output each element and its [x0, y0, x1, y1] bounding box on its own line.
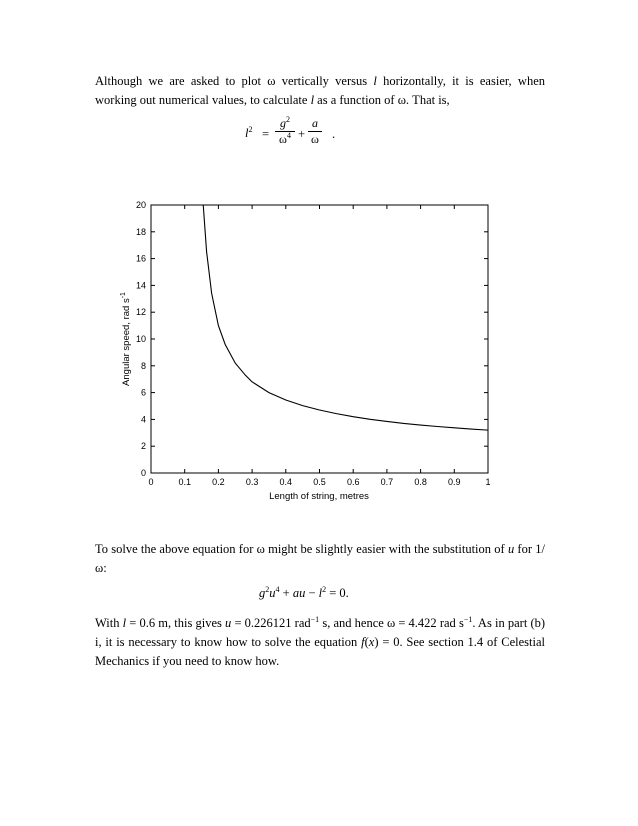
sub-text-1: To solve the above equation for ω might be slightly easier with the substitution of	[95, 542, 508, 556]
eq1-num2: a	[312, 116, 318, 130]
eq1-fraction-1	[275, 116, 295, 147]
eq1-period: .	[332, 127, 336, 141]
x-tick-label: 0.7	[380, 477, 394, 487]
intro-text-2: horizontally, it is easier, when working out numerical values, to calculate	[95, 74, 545, 107]
intro-paragraph	[95, 72, 545, 110]
res-text-3: = 0.226121 rad	[231, 616, 311, 630]
eq2-l-exp: 2	[322, 585, 327, 594]
res-exp-2: −1	[463, 615, 473, 624]
y-tick-label: 14	[135, 280, 146, 291]
plot-frame	[151, 205, 488, 473]
eq1-equals: =	[262, 127, 270, 141]
res-text-6: (	[364, 635, 369, 649]
eq1-plus: +	[298, 127, 306, 141]
eq1-den1-exp: 4	[286, 131, 291, 140]
res-text-7: ) = 0. See section 1.4 of Celestial Mechanics if you need to know how.	[95, 635, 545, 668]
y-tick-label: 0	[140, 468, 146, 478]
eq2-g: g	[259, 586, 266, 600]
x-tick-label: 0.2	[212, 477, 225, 487]
eq2-minus: −	[305, 586, 319, 600]
eq1-den2: ω	[311, 132, 319, 146]
res-text-5: . As in part (b) i, it is necessary to know how to solve the equation	[95, 616, 546, 649]
eq2-l: l	[318, 586, 323, 600]
eq1-num1: g	[280, 116, 286, 130]
y-tick-label: 4	[140, 414, 146, 425]
var-l: l	[373, 74, 377, 88]
eq2-g-exp: 2	[265, 585, 270, 594]
x-tick-label: 0.5	[313, 477, 326, 487]
data-curve	[203, 205, 488, 430]
y-tick-label: 2	[140, 441, 146, 452]
var-u: u	[507, 542, 515, 556]
eq1-den1: ω	[279, 132, 287, 146]
equation-quartic	[259, 586, 349, 601]
y-tick-label: 18	[135, 226, 146, 237]
res-text-2: = 0.6 m, this gives	[126, 616, 226, 630]
x-axis-ticks	[148, 205, 490, 487]
x-tick-label: 0.4	[279, 477, 293, 487]
x-axis-label: Length of string, metres	[269, 491, 369, 502]
y-tick-label: 12	[135, 307, 146, 318]
eq2-au: au	[292, 586, 306, 600]
y-tick-label: 8	[140, 360, 146, 371]
x-tick-label: 0	[148, 477, 154, 487]
res-text-1: With	[95, 616, 123, 630]
var-l: l	[310, 93, 315, 107]
eq2-plus: +	[279, 586, 293, 600]
intro-text-3: as a function of ω. That is,	[314, 93, 450, 107]
x-tick-label: 0.9	[448, 477, 461, 487]
x-tick-label: 0.1	[178, 477, 191, 487]
angular-speed-chart	[105, 195, 505, 515]
x-tick-label: 0.8	[414, 477, 427, 487]
eq2-rest: = 0.	[326, 586, 349, 600]
res-text-4: s, and hence ω = 4.422 rad s	[319, 616, 464, 630]
var-f: f	[361, 635, 365, 649]
y-axis-label: Angular speed, rad $s^{-1}$	[120, 292, 132, 386]
eq1-l: l	[245, 126, 249, 140]
y-tick-label: 16	[135, 253, 146, 264]
var-l: l	[122, 616, 127, 630]
var-x: x	[368, 635, 375, 649]
x-tick-label: 0.6	[346, 477, 360, 487]
y-tick-label: 20	[135, 200, 146, 210]
var-u: u	[225, 616, 232, 630]
res-exp-1: −1	[310, 615, 320, 624]
y-tick-label: 6	[140, 387, 146, 398]
intro-text-1: Although we are asked to plot ω vertically versus	[95, 74, 374, 88]
eq1-fraction-2	[308, 116, 322, 147]
x-tick-label: 1	[485, 477, 491, 487]
sub-text-2: for 1/ω:	[95, 542, 545, 575]
eq2-u-exp: 4	[275, 585, 280, 594]
eq1-l-exp: 2	[248, 125, 253, 134]
result-paragraph	[95, 614, 545, 671]
eq1-num1-exp: 2	[286, 115, 290, 124]
substitution-paragraph	[95, 540, 545, 578]
x-tick-label: 0.3	[245, 477, 259, 487]
eq2-u: u	[269, 586, 276, 600]
y-axis-ticks	[136, 200, 488, 478]
y-tick-label: 10	[135, 334, 146, 344]
